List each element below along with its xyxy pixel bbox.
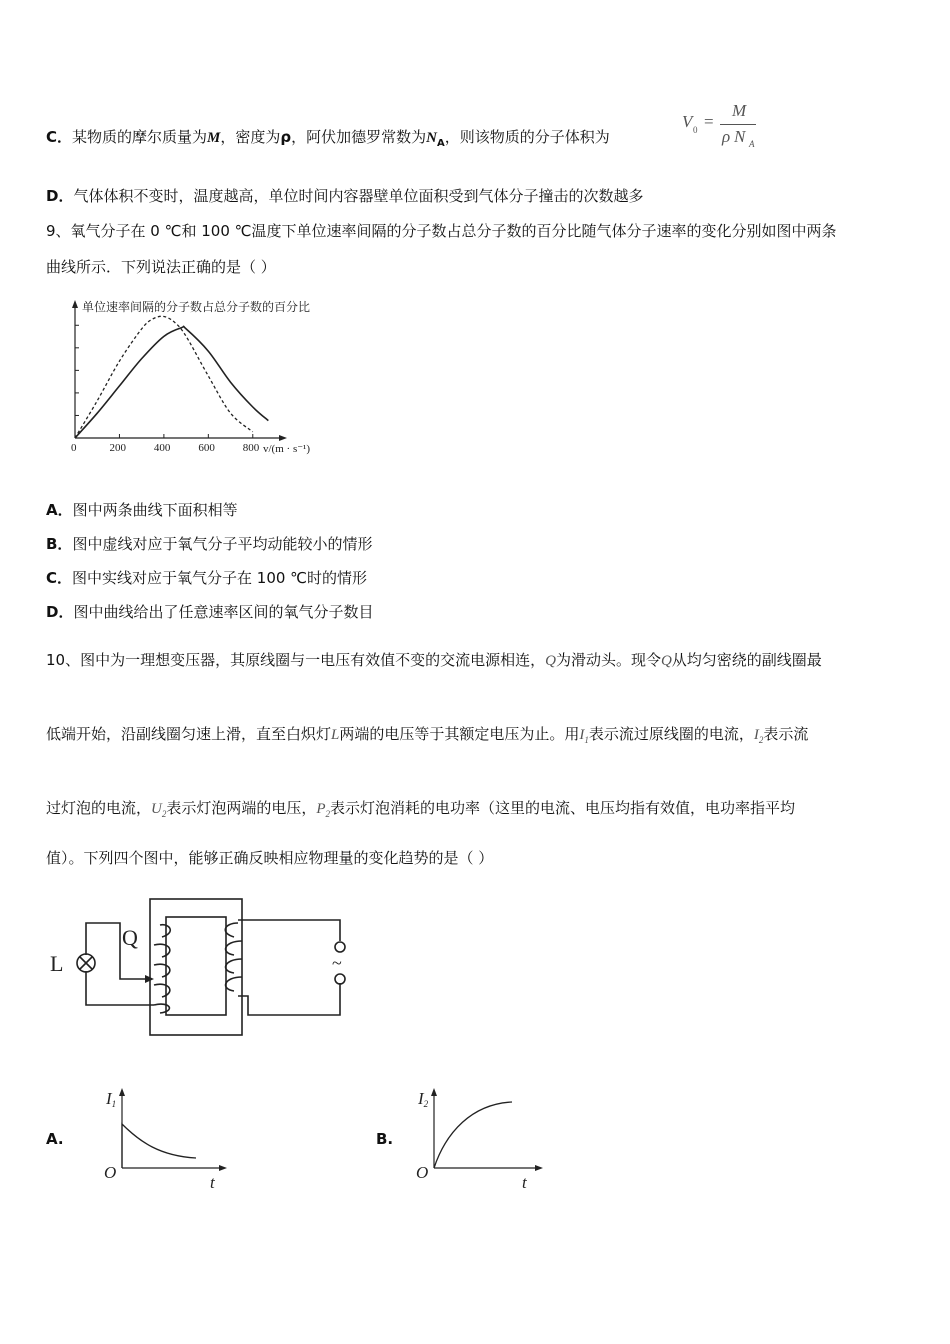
primary-coil (225, 923, 242, 991)
x-tick-label: 0 (71, 442, 77, 454)
q8-option-c: C．某物质的摩尔质量为M，密度为ρ，阿伏加德罗常数为$N_A$，则该物质的分子体积为 (46, 128, 610, 149)
option-label: C． (46, 128, 73, 146)
series-solid-curve (75, 326, 268, 438)
q9-option-c: C．图中实线对应于氧气分子在 100 ℃时的情形 (46, 569, 368, 587)
q10-stem-line-3: 过灯泡的电流，$U_2$表示灯泡两端的电压，$P_2$表示灯泡消耗的电功率（这里的电流、电压均指有效值，电功率指平均 (46, 799, 796, 819)
ac-source-symbol: ~ (332, 953, 342, 973)
option-a-origin: O (104, 1163, 117, 1182)
option-label: D． (46, 187, 74, 205)
transformer-core-inner (166, 917, 226, 1015)
q10-stem-line-1: 10、图中为一理想变压器，其原线圈与一电压有效值不变的交流电源相连，Q为滑动头。现令Q从均匀密绕的副线圈最 (46, 651, 822, 669)
chart-xlabel: v/(m · s⁻¹) (263, 443, 310, 455)
x-tick-label: 600 (198, 442, 215, 454)
lamp-label: L (50, 951, 64, 976)
x-axis-arrow (279, 435, 287, 441)
q9-option-b: B．图中虚线对应于氧气分子平均动能较小的情形 (46, 535, 373, 553)
molecular-volume-formula: V 0 = M ρ N A (682, 101, 755, 149)
slider-label: Q (122, 925, 138, 950)
q10-stem-line-4: 值）。下列四个图中，能够正确反映相应物理量的变化趋势的是（ ） (46, 849, 494, 867)
option-b-xlabel: t (522, 1173, 527, 1192)
option-b-graph (412, 1082, 548, 1192)
source-terminal-bottom (335, 974, 345, 984)
option-b-ylabel: I2 (418, 1089, 429, 1109)
transformer-circuit-diagram (48, 893, 358, 1039)
chart-ylabel: 单位速率间隔的分子数占总分子数的百分比 (82, 300, 311, 314)
option-a-xlabel: t (210, 1173, 215, 1192)
option-a-ylabel: I1 (106, 1089, 117, 1109)
q9-stem-line-1: 9、氧气分子在 0 ℃和 100 ℃温度下单位速率间隔的分子数占总分子数的百分比随气体分子速率的变化分别如图中两条 (46, 222, 837, 240)
secondary-coil (154, 925, 170, 1013)
option-a-curve (122, 1124, 196, 1168)
primary-bottom-wire (238, 983, 340, 1015)
q10-stem-line-2: 低端开始，沿副线圈匀速上滑，直至白炽灯L两端的电压等于其额定电压为止。用$I_1$表示流过原线圈的电流，$I_2$表示流 (46, 725, 809, 745)
q9-option-d: D．图中曲线给出了任意速率区间的氧气分子数目 (46, 603, 374, 621)
q8-option-d: D．气体体积不变时，温度越高，单位时间内容器壁单位面积受到气体分子撞击的次数越多 (46, 187, 644, 205)
x-tick-label: 400 (153, 442, 171, 454)
x-tick-label: 800 (242, 442, 260, 454)
q9-option-a: A．图中两条曲线下面积相等 (46, 501, 238, 519)
y-axis-arrow (72, 300, 78, 308)
option-a-graph (100, 1082, 230, 1192)
option-b-origin: O (416, 1163, 429, 1182)
q9-stem-line-2: 曲线所示．下列说法正确的是（ ） (46, 258, 276, 276)
q10-option-a-label: A. (46, 1130, 64, 1148)
option-b-curve (434, 1102, 512, 1168)
q10-option-b-label: B. (376, 1130, 394, 1148)
x-tick-label: 200 (109, 442, 126, 454)
primary-top-wire (238, 920, 340, 941)
source-terminal-top (335, 942, 345, 952)
speed-distribution-chart (60, 296, 330, 458)
